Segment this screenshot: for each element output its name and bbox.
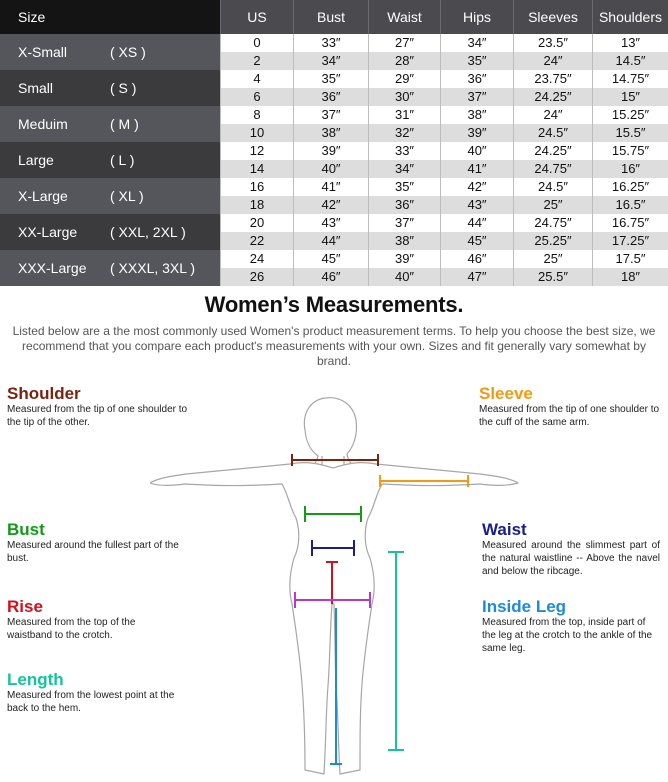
table-cell: 24.5″ <box>513 178 592 196</box>
column-header: Sleeves <box>513 0 592 34</box>
table-cell: 39″ <box>440 124 513 142</box>
table-cell: 37″ <box>368 214 440 232</box>
bust-description: Measured around the fullest part of the bust. <box>7 540 179 564</box>
sleeve-title: Sleeve <box>479 384 533 403</box>
table-row <box>220 52 668 70</box>
table-cell: 41″ <box>293 178 368 196</box>
table-cell: 4 <box>220 70 293 88</box>
table-cell: 36″ <box>368 196 440 214</box>
table-row <box>220 106 668 124</box>
size-label-row <box>0 34 220 70</box>
table-cell: 2 <box>220 52 293 70</box>
table-cell: 35″ <box>293 70 368 88</box>
table-cell: 41″ <box>440 160 513 178</box>
body-silhouette <box>150 398 518 774</box>
rise-description: Measured from the top of the waistband to the crotch. <box>7 617 136 641</box>
table-cell: 47″ <box>440 268 513 286</box>
table-cell: 25.5″ <box>513 268 592 286</box>
size-chart-table <box>0 0 668 287</box>
table-cell: 44″ <box>293 232 368 250</box>
table-cell: 42″ <box>440 178 513 196</box>
table-row <box>220 196 668 214</box>
table-row <box>220 232 668 250</box>
table-cell: 15″ <box>592 88 668 106</box>
table-cell: 37″ <box>440 88 513 106</box>
size-label-row <box>0 214 220 250</box>
table-row <box>220 34 668 52</box>
table-cell: 24″ <box>513 52 592 70</box>
table-cell: 14 <box>220 160 293 178</box>
table-cell: 13″ <box>592 34 668 52</box>
table-cell: 36″ <box>293 88 368 106</box>
table-row <box>220 124 668 142</box>
table-cell: 24 <box>220 250 293 268</box>
table-cell: 24.75″ <box>513 214 592 232</box>
table-cell: 25.25″ <box>513 232 592 250</box>
table-row <box>220 178 668 196</box>
table-cell: 17.25″ <box>592 232 668 250</box>
table-cell: 38″ <box>293 124 368 142</box>
table-cell: 24.25″ <box>513 142 592 160</box>
length-description: Measured from the lowest point at the back to the hem. <box>7 690 175 714</box>
size-name: Meduim <box>18 116 68 132</box>
section-title: Women’s Measurements. <box>204 292 464 317</box>
table-cell: 37″ <box>293 106 368 124</box>
table-cell: 44″ <box>440 214 513 232</box>
table-cell: 15.25″ <box>592 106 668 124</box>
size-label-row <box>0 106 220 142</box>
table-cell: 18 <box>220 196 293 214</box>
size-label-row <box>0 142 220 178</box>
table-cell: 10 <box>220 124 293 142</box>
shoulder-title: Shoulder <box>7 384 81 403</box>
table-row <box>220 268 668 286</box>
table-cell: 46″ <box>440 250 513 268</box>
size-label-row <box>0 70 220 106</box>
table-cell: 38″ <box>440 106 513 124</box>
size-name: Small <box>18 80 54 96</box>
size-name: X-Large <box>18 188 68 204</box>
shoulder-description: Measured from the tip of one shoulder to the tip of the other. <box>7 404 188 428</box>
column-header: Shoulders <box>592 0 668 34</box>
table-cell: 18″ <box>592 268 668 286</box>
table-cell: 0 <box>220 34 293 52</box>
inside-leg-title: Inside Leg <box>482 597 567 616</box>
table-cell: 40″ <box>293 160 368 178</box>
table-row <box>220 88 668 106</box>
size-name: XX-Large <box>18 224 78 240</box>
table-cell: 27″ <box>368 34 440 52</box>
table-cell: 43″ <box>293 214 368 232</box>
table-cell: 35″ <box>368 178 440 196</box>
body-measurement-figure <box>150 390 520 782</box>
length-title: Length <box>7 670 64 689</box>
size-code: ( XXXL, 3XL ) <box>110 260 196 276</box>
column-header: Waist <box>368 0 440 34</box>
table-cell: 33″ <box>293 34 368 52</box>
size-code: ( XL ) <box>110 188 144 204</box>
size-name: XXX-Large <box>18 260 87 276</box>
table-cell: 6 <box>220 88 293 106</box>
table-cell: 31″ <box>368 106 440 124</box>
table-cell: 39″ <box>368 250 440 268</box>
table-cell: 34″ <box>440 34 513 52</box>
table-cell: 23.5″ <box>513 34 592 52</box>
table-cell: 45″ <box>293 250 368 268</box>
table-cell: 46″ <box>293 268 368 286</box>
table-row <box>220 160 668 178</box>
column-header: Bust <box>293 0 368 34</box>
table-cell: 42″ <box>293 196 368 214</box>
inside-leg-description: Measured from the top, inside part of the leg at the crotch to the ankle of the same leg. <box>482 617 653 654</box>
sleeve-description: Measured from the tip of one shoulder to the cuff of the same arm. <box>479 404 660 428</box>
table-cell: 24.25″ <box>513 88 592 106</box>
table-cell: 32″ <box>368 124 440 142</box>
table-cell: 15.5″ <box>592 124 668 142</box>
table-cell: 25″ <box>513 196 592 214</box>
table-cell: 28″ <box>368 52 440 70</box>
table-cell: 14.75″ <box>592 70 668 88</box>
table-cell: 24″ <box>513 106 592 124</box>
table-cell: 16.75″ <box>592 214 668 232</box>
length-measure-line <box>388 552 404 750</box>
table-cell: 16.5″ <box>592 196 668 214</box>
column-header: Hips <box>440 0 513 34</box>
size-code: ( L ) <box>110 152 135 168</box>
table-row <box>220 70 668 88</box>
intro-paragraph: Listed below are a the most commonly used Women's product measurement terms. To help you choose the best size, we recommend that you compare each product's measurements with your own. Sizes and fit generally vary somewhat by brand. <box>12 324 656 368</box>
table-row <box>220 250 668 268</box>
table-cell: 34″ <box>368 160 440 178</box>
table-cell: 29″ <box>368 70 440 88</box>
size-label-row <box>0 250 220 286</box>
table-cell: 15.75″ <box>592 142 668 160</box>
table-cell: 45″ <box>440 232 513 250</box>
table-cell: 16″ <box>592 160 668 178</box>
table-cell: 8 <box>220 106 293 124</box>
size-code: ( M ) <box>110 116 139 132</box>
table-cell: 43″ <box>440 196 513 214</box>
waist-title: Waist <box>482 520 527 539</box>
table-cell: 16 <box>220 178 293 196</box>
table-cell: 30″ <box>368 88 440 106</box>
table-row <box>220 214 668 232</box>
waist-description: Measured around the slimmest part of the natural waistline -- Above the navel and below the ribcage. <box>482 540 660 577</box>
rise-title: Rise <box>7 597 43 616</box>
table-row <box>220 142 668 160</box>
size-name: X-Small <box>18 44 68 60</box>
table-cell: 36″ <box>440 70 513 88</box>
table-cell: 22 <box>220 232 293 250</box>
table-cell: 20 <box>220 214 293 232</box>
size-code: ( XXL, 2XL ) <box>110 224 186 240</box>
size-column-header: Size <box>0 0 220 34</box>
table-cell: 35″ <box>440 52 513 70</box>
size-code: ( S ) <box>110 80 137 96</box>
table-cell: 16.25″ <box>592 178 668 196</box>
table-cell: 39″ <box>293 142 368 160</box>
table-cell: 33″ <box>368 142 440 160</box>
size-label-row <box>0 178 220 214</box>
table-cell: 40″ <box>440 142 513 160</box>
table-cell: 14.5″ <box>592 52 668 70</box>
table-cell: 17.5″ <box>592 250 668 268</box>
column-header: US <box>220 0 293 34</box>
table-cell: 34″ <box>293 52 368 70</box>
size-name: Large <box>18 152 54 168</box>
table-cell: 40″ <box>368 268 440 286</box>
table-cell: 26 <box>220 268 293 286</box>
table-cell: 38″ <box>368 232 440 250</box>
table-cell: 25″ <box>513 250 592 268</box>
table-cell: 24.5″ <box>513 124 592 142</box>
table-cell: 24.75″ <box>513 160 592 178</box>
bust-title: Bust <box>7 520 45 539</box>
table-cell: 12 <box>220 142 293 160</box>
table-cell: 23.75″ <box>513 70 592 88</box>
size-code: ( XS ) <box>110 44 146 60</box>
